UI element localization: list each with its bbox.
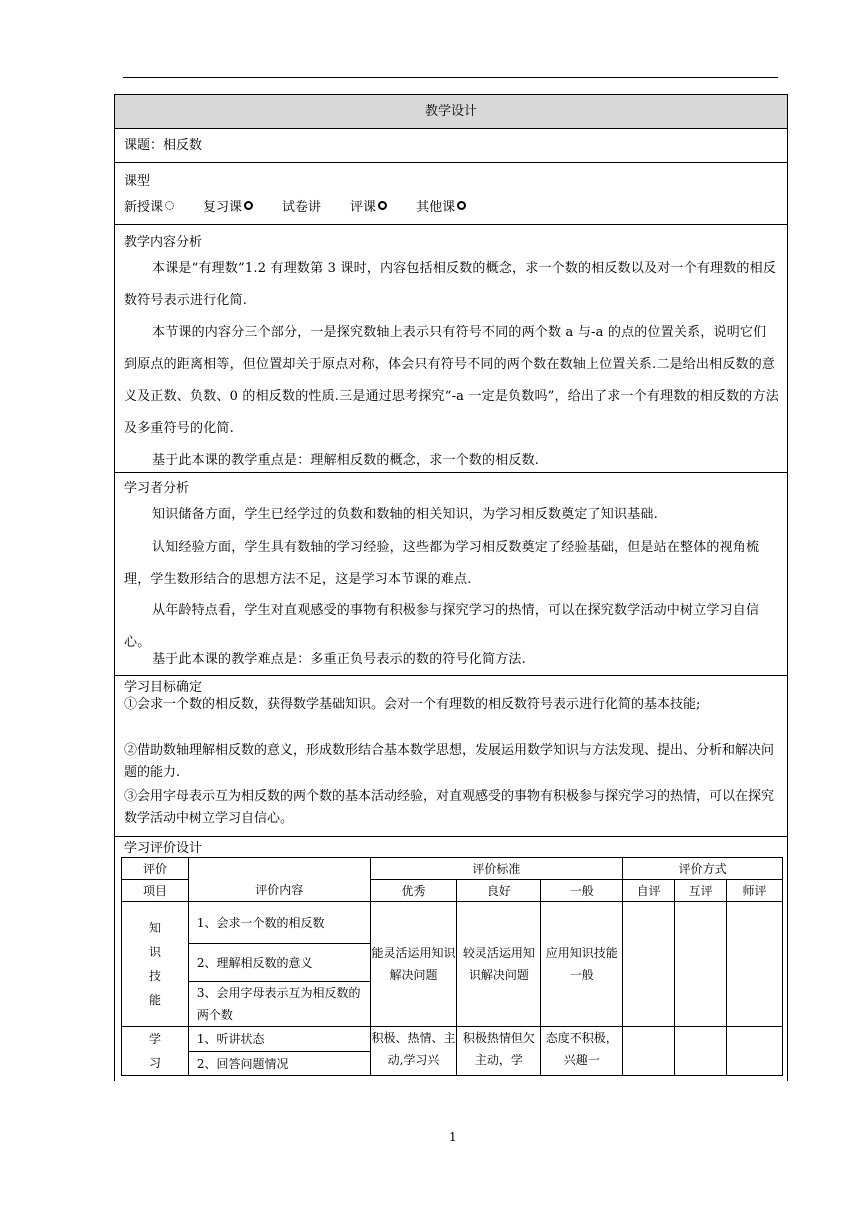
self-eval-cell[interactable] [623, 902, 675, 1027]
method-self: 自评 [623, 880, 675, 902]
group-label-char: 技 [148, 969, 161, 983]
eval-item: 1、会求一个数的相反数 [188, 902, 370, 944]
option-label: 其他课 [416, 200, 456, 215]
level-excellent: 优秀 [370, 880, 457, 902]
standard-average: 态度不积极，兴趣一 [541, 1027, 623, 1076]
evaluation-table [121, 857, 783, 1076]
table-title: 教学设计 [115, 95, 787, 128]
option-label: 评课 [350, 200, 377, 215]
learner-analysis-heading: 学习者分析 [124, 481, 190, 496]
learner-paragraph: 从年龄特点看，学生对直观感受的事物有积极参与探究学习的热情，可以在探究数学活动中树立学习自信心。 [124, 603, 760, 650]
option-new-lesson[interactable] [124, 196, 174, 215]
teacher-eval-cell[interactable] [727, 902, 783, 1027]
evaluation-heading: 学习评价设计 [124, 841, 203, 856]
lesson-type-label: 课型 [124, 174, 151, 189]
eval-item: 2、理解相反数的意义 [188, 944, 370, 982]
group-knowledge-skill [122, 902, 189, 1027]
method-peer: 互评 [675, 880, 727, 902]
evaluation-section [115, 836, 787, 1081]
goal-item: ①会求一个数的相反数，获得数学基础知识。会对一个有理数的相反数符号表示进行化简的基本技能; [124, 697, 701, 712]
standard-excellent: 能灵活运用知识解决问题 [370, 902, 457, 1027]
group-learning [122, 1027, 189, 1076]
learner-analysis-section [115, 472, 787, 675]
ring-icon [457, 201, 466, 210]
self-eval-cell[interactable] [623, 1027, 675, 1076]
level-good: 良好 [457, 880, 541, 902]
topic-row: 课题：相反数 [115, 128, 787, 162]
lesson-design-table [114, 94, 788, 1081]
option-label: 新授课 [124, 200, 164, 215]
learning-goals-heading: 学习目标确定 [124, 680, 203, 695]
content-paragraph: 本节课的内容分三个部分，一是探究数轴上表示只有符号不同的两个数 a 与-a 的点的位置关系，说明它们到原点的距离相等，但位置却关于原点对称，体会只有符号不同的两个数在数轴上位置关系.二是给出相反数的意义及正数、负数、0 的相反数的性质.三是通过思考探究“-a 一定是负数吗”，给出了求一个有理数的相反数的方法及多重符号的化简. [124, 325, 779, 436]
standard-good: 积极热情但欠主动，学 [457, 1027, 541, 1076]
option-label: 复习课 [203, 200, 243, 215]
learner-paragraph: 基于此本课的教学难点是：多重正负号表示的数的符号化简方法. [152, 652, 526, 667]
content-analysis-heading: 教学内容分析 [124, 235, 203, 250]
content-analysis-section [115, 224, 787, 472]
standard-average: 应用知识技能一般 [541, 902, 623, 1027]
standard-good: 较灵活运用知识解决问题 [457, 902, 541, 1027]
eval-item: 1、听讲状态 [188, 1027, 370, 1052]
content-paragraph: 本课是“有理数”1.2 有理数第 3 课时，内容包括相反数的概念，求一个数的相反数以及对一个有理数的相反数符号表示进行化简. [124, 261, 777, 308]
header-item-bottom: 项目 [122, 880, 189, 902]
open-circle-icon [165, 201, 174, 210]
learner-paragraph: 知识储备方面，学生已经学过的负数和数轴的相关知识，为学习相反数奠定了知识基础. [152, 507, 658, 522]
option-exam-lesson[interactable] [282, 196, 321, 215]
page-number: 1 [449, 1130, 457, 1144]
level-average: 一般 [541, 880, 623, 902]
group-label-char: 识 [148, 945, 161, 959]
option-evaluation-lesson[interactable] [350, 196, 387, 215]
eval-item: 2、回答问题情况 [188, 1051, 370, 1076]
content-paragraph: 基于此本课的教学重点是：理解相反数的概念，求一个数的相反数. [152, 453, 540, 468]
eval-item: 3、会用字母表示互为相反数的两个数 [188, 982, 370, 1027]
group-label-char: 能 [148, 993, 161, 1007]
standard-excellent: 积极、热情、主动,学习兴 [370, 1027, 457, 1076]
goal-item: ③会用字母表示互为相反数的两个数的基本活动经验，对直观感受的事物有积极参与探究学习的热情，可以在探究数学活动中树立学习自信心。 [124, 789, 775, 826]
ring-icon [244, 201, 253, 210]
peer-eval-cell[interactable] [675, 902, 727, 1027]
goal-item: ②借助数轴理解相反数的意义，形成数形结合基本数学思想，发展运用数学知识与方法发现、提出、分析和解决问题的能力. [124, 743, 775, 780]
header-content: 评价内容 [188, 858, 370, 902]
group-label-char: 知 [148, 921, 161, 935]
option-other-lesson[interactable] [416, 196, 466, 215]
header-rule [123, 77, 778, 78]
method-teacher: 师评 [727, 880, 783, 902]
learning-goals-section [115, 675, 787, 836]
learner-paragraph: 认知经验方面，学生具有数轴的学习经验，这些都为学习相反数奠定了经验基础，但是站在整体的视角梳理，学生数形结合的思想方法不足，这是学习本节课的难点. [124, 540, 760, 587]
ring-icon [378, 201, 387, 210]
header-method: 评价方式 [623, 858, 783, 880]
option-review-lesson[interactable] [203, 196, 253, 215]
lesson-type-row [115, 162, 787, 224]
teacher-eval-cell[interactable] [727, 1027, 783, 1076]
header-standard: 评价标准 [370, 858, 623, 880]
lesson-type-options [124, 196, 495, 215]
group-label-char: 习 [148, 1056, 161, 1070]
peer-eval-cell[interactable] [675, 1027, 727, 1076]
group-label-char: 学 [148, 1032, 161, 1046]
option-label: 试卷讲 [282, 200, 322, 215]
header-item-top: 评价 [122, 858, 189, 880]
